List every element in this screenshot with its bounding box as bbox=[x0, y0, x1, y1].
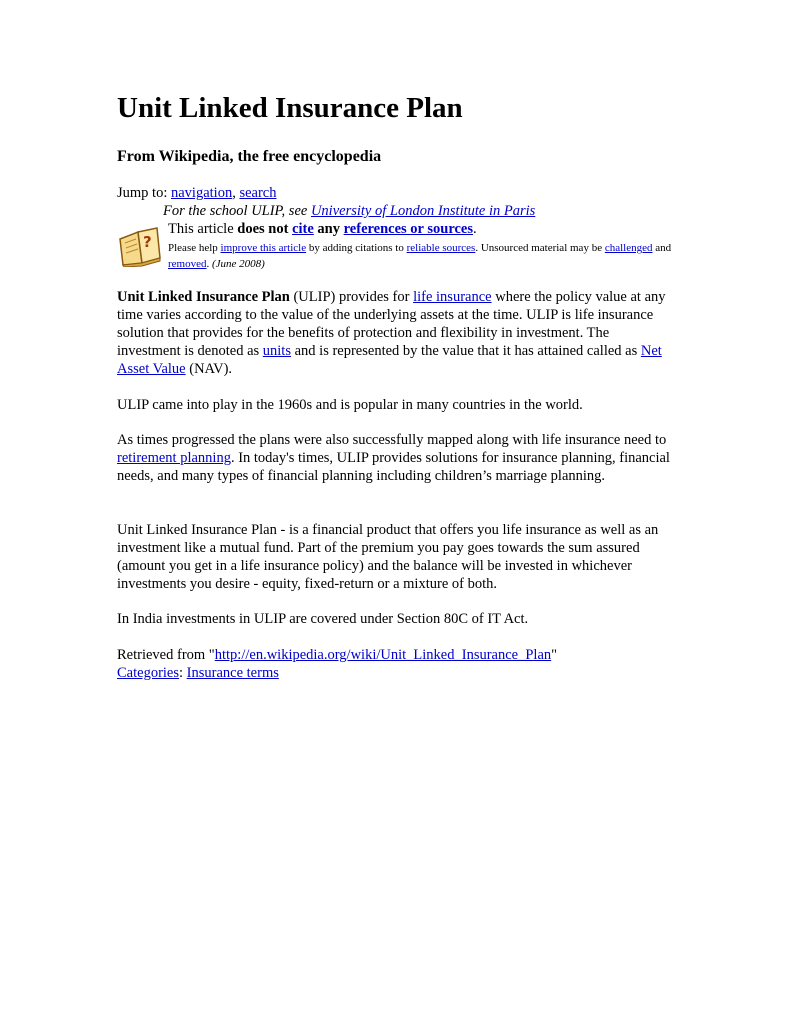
india-paragraph: In India investments in ULIP are covered under Section 80C of IT Act. bbox=[117, 611, 529, 627]
paragraph-text: where the policy value at any time varies according to the value of the underlying assets at the time. ULIP is life insurance solution that provides for the benefits of protection and flexibility in investment. The investment is denoted as bbox=[117, 289, 666, 359]
notice-help-text: by adding citations to bbox=[306, 242, 407, 254]
svg-text:?: ? bbox=[143, 233, 152, 251]
retrieved-text: " bbox=[551, 647, 558, 663]
jump-prefix: Jump to: bbox=[117, 185, 171, 201]
categories-bar bbox=[117, 664, 672, 682]
planning-paragraph bbox=[117, 431, 672, 485]
paragraph-text: . In today's times, ULIP provides solutions for insurance planning, financial needs, and many types of financial planning including children’s marriage planning. bbox=[117, 450, 670, 484]
notice-text: This article bbox=[168, 221, 238, 237]
categories-separator: : bbox=[179, 665, 187, 681]
definition-paragraph: Unit Linked Insurance Plan - is a financial product that offers you life insurance as well as an investment like a mutual fund. Part of the premium you pay goes towards the sum assured (amount you get in a life insurance policy) and the balance will be invested in whichever investments you desire - equity, fixed-return or a mixture of both. bbox=[117, 522, 659, 592]
cite-link[interactable]: cite bbox=[292, 221, 314, 237]
retrieved-from bbox=[117, 646, 672, 664]
book-question-icon bbox=[117, 225, 163, 267]
page-title: Unit Linked Insurance Plan bbox=[117, 92, 463, 124]
categories-link[interactable]: Categories bbox=[117, 665, 180, 681]
paragraph-text: As times progressed the plans were also successfully mapped along with life insurance need to bbox=[117, 432, 667, 448]
paragraph-text: and is represented by the value that it has attained called as bbox=[290, 343, 641, 359]
article-subject: Unit Linked Insurance Plan bbox=[117, 289, 290, 305]
notice-sub-line bbox=[168, 240, 678, 272]
history-paragraph: ULIP came into play in the 1960s and is popular in many countries in the world. bbox=[117, 397, 583, 413]
jump-to-bar bbox=[117, 185, 276, 202]
references-link[interactable]: references or sources bbox=[343, 221, 474, 237]
net-asset-value-link[interactable]: Net Asset Value bbox=[117, 343, 662, 377]
paragraph-text: (ULIP) provides for bbox=[289, 289, 414, 305]
retrieved-text: Retrieved from " bbox=[117, 647, 215, 663]
navigation-link[interactable]: navigation bbox=[170, 185, 233, 201]
units-link[interactable]: units bbox=[262, 343, 291, 359]
category-insurance-terms-link[interactable]: Insurance terms bbox=[186, 665, 279, 681]
improve-article-link[interactable]: improve this article bbox=[220, 242, 307, 254]
intro-paragraph bbox=[117, 288, 672, 378]
hatnote bbox=[163, 203, 535, 220]
challenged-link[interactable]: challenged bbox=[604, 242, 653, 254]
notice-date: (June 2008) bbox=[211, 258, 265, 270]
removed-link[interactable]: removed bbox=[168, 258, 207, 270]
unreferenced-notice bbox=[117, 221, 677, 273]
hatnote-text: For the school ULIP, see bbox=[163, 203, 311, 219]
paragraph-text: (NAV). bbox=[185, 361, 233, 377]
notice-main-line bbox=[168, 221, 678, 238]
hatnote-link[interactable]: University of London Institute in Paris bbox=[310, 203, 536, 219]
notice-any: any bbox=[313, 221, 344, 237]
tagline: From Wikipedia, the free encyclopedia bbox=[117, 148, 382, 165]
reliable-sources-link[interactable]: reliable sources bbox=[406, 242, 476, 254]
notice-period: . bbox=[473, 221, 477, 237]
notice-help-text: . Unsourced material may be bbox=[475, 242, 605, 254]
notice-emphasis: does not bbox=[237, 221, 289, 237]
life-insurance-link[interactable]: life insurance bbox=[413, 289, 492, 305]
search-link[interactable]: search bbox=[239, 185, 277, 201]
notice-help-text: Please help bbox=[168, 242, 221, 254]
source-url-link[interactable]: http://en.wikipedia.org/wiki/Unit_Linked_Insurance_Plan bbox=[214, 647, 552, 663]
notice-help-text: and bbox=[652, 242, 672, 254]
notice-help-text: . bbox=[206, 258, 212, 270]
jump-separator: , bbox=[232, 185, 240, 201]
retirement-planning-link[interactable]: retirement planning bbox=[117, 450, 231, 466]
